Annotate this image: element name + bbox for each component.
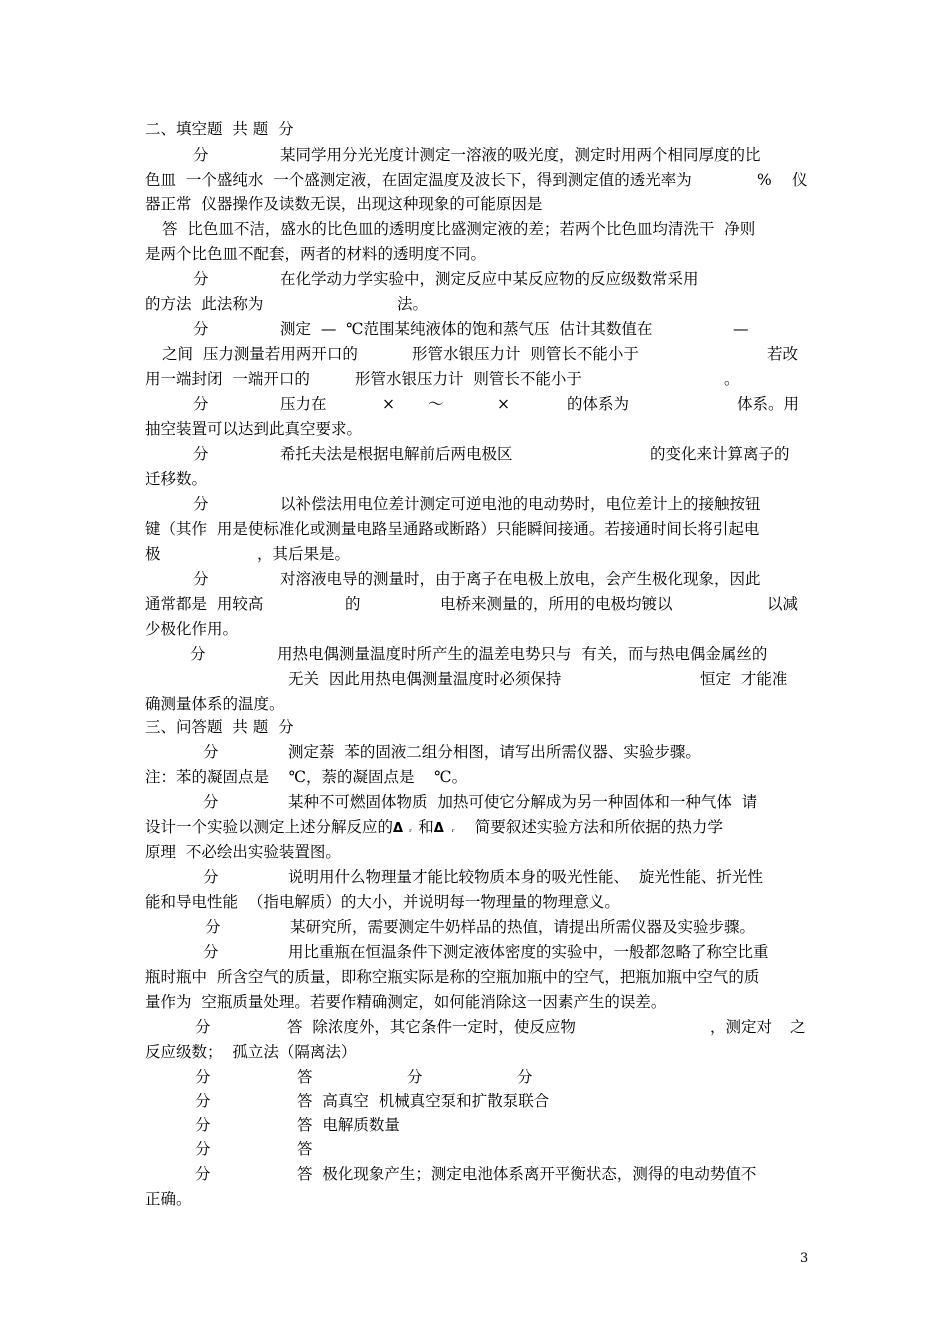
answer-text: 答 <box>297 1140 313 1158</box>
question-text: 极 <box>145 545 161 563</box>
question-text: 对溶液电导的测量时，由于离子在电极上放电，会产生极化现象，因此 <box>280 570 761 588</box>
question-text: 体系。用 <box>737 395 800 413</box>
question-text: 某研究所，需要测定牛奶样品的热值，请提出所需仪器及实验步骤。 <box>290 918 756 936</box>
score-label: 分 <box>205 918 221 936</box>
score-label: 分 <box>193 570 209 588</box>
question-text: 说明用什么物理量才能比较物质本身的吸光性能、 旋光性能、折光性 <box>288 868 763 886</box>
question-text: 法。 <box>397 295 429 313</box>
question-text: 确测量体系的温度。 <box>145 695 285 713</box>
answer-text: 答 比色皿不洁，盛水的比色皿的透明度比盛测定液的差；若两个比色皿均清洗干 净则 <box>162 220 756 238</box>
question-text: 用比重瓶在恒温条件下测定液体密度的实验中，一般都忽略了称空比重 <box>288 943 769 961</box>
question-text: 量作为 空瓶质量处理。若要作精确测定，如何能消除这一因素产生的误差。 <box>145 993 667 1011</box>
question-text: ，其后果是。 <box>257 545 351 563</box>
section-heading: 二、填空题 共 题 分 <box>145 120 294 138</box>
score-label: 分 <box>193 146 209 164</box>
question-text: 某同学用分光光度计测定一溶液的吸光度，测定时用两个相同厚度的比 <box>280 146 761 164</box>
question-text-part: 简要叙述实验方法和所依据的热力学 <box>474 818 723 836</box>
question-text: 器正常 仪器操作及读数无误，出现这种现象的可能原因是 <box>145 195 543 213</box>
question-text: 形管水银压力计 则管长不能小于 <box>412 345 639 363</box>
question-text: 的方法 此法称为 <box>145 295 264 313</box>
question-text: 。 <box>724 370 740 388</box>
score-label: 分 <box>193 495 209 513</box>
score-label: 分 <box>195 1018 211 1036</box>
question-text: — <box>733 320 749 338</box>
question-text-part: 设计一个实验以测定上述分解反应的 <box>145 818 394 836</box>
question-text: 的体系为 <box>567 395 630 413</box>
question-text: 希托夫法是根据电解前后两电极区 <box>280 445 513 463</box>
question-text: 之间 压力测量若用两开口的 <box>162 345 358 363</box>
score-label: 分 <box>193 320 209 338</box>
question-text: 恒定 才能准 <box>700 670 788 688</box>
answer-text: 答 电解质数量 <box>297 1116 400 1134</box>
note-text: 注：苯的凝固点是 ℃，萘的凝固点是 ℃。 <box>145 768 468 786</box>
answer-text: 分 <box>407 1068 423 1086</box>
section-heading: 三、问答题 共 题 分 <box>145 718 294 736</box>
question-text: 瓶时瓶中 所含空气的质量，即称空瓶实际是称的空瓶加瓶中的空气，把瓶加瓶中空气的质 <box>145 968 760 986</box>
answer-text: 答 <box>297 1068 313 1086</box>
answer-text: 分 <box>517 1068 533 1086</box>
score-label: 分 <box>190 645 206 663</box>
question-text: 原理 不必绘出实验装置图。 <box>145 843 341 861</box>
score-label: 分 <box>195 1165 211 1183</box>
score-label: 分 <box>195 1116 211 1134</box>
score-label: 分 <box>203 868 219 886</box>
question-text: 迁移数。 <box>145 470 208 488</box>
question-text: ～ <box>428 395 444 413</box>
score-label: 分 <box>193 270 209 288</box>
question-text: 色皿 一个盛纯水 一个盛测定液，在固定温度及波长下，得到测定值的透光率为 <box>145 171 692 189</box>
question-text-part: 和 <box>418 818 434 836</box>
question-text: 抽空装置可以达到此真空要求。 <box>145 420 363 438</box>
question-text: 能和导电性能 （指电解质）的大小，并说明每一物理量的物理意义。 <box>145 893 620 911</box>
question-text: 少极化作用。 <box>145 620 239 638</box>
question-text: 某种不可燃固体物质 加热可使它分解成为另一种固体和一种气体 请 <box>288 793 758 811</box>
question-text: 在化学动力学实验中，测定反应中某反应物的反应级数常采用 <box>280 270 699 288</box>
score-label: 分 <box>193 445 209 463</box>
question-text: × <box>382 395 395 413</box>
answer-text: 之 <box>790 1018 806 1036</box>
question-text: 电桥来测量的，所用的电极均镀以 <box>440 595 673 613</box>
question-text: 测定 — ℃范围某纯液体的饱和蒸气压 估计其数值在 <box>280 320 653 338</box>
question-text: 以补偿法用电位差计测定可逆电池的电动势时，电位差计上的接触按钮 <box>280 495 761 513</box>
score-label: 分 <box>195 1140 211 1158</box>
score-label: 分 <box>203 793 219 811</box>
score-label: 分 <box>195 1068 211 1086</box>
answer-text: 答 除浓度外，其它条件一定时，使反应物 <box>287 1018 576 1036</box>
question-text: 用一端封闭 一端开口的 <box>145 370 310 388</box>
question-text: 无关 因此用热电偶测量温度时必须保持 <box>288 670 562 688</box>
subscript-r: ᵣ <box>451 825 455 835</box>
question-text: 以减 <box>767 595 799 613</box>
question-text: 的 <box>345 595 361 613</box>
question-text: 键（其作 用是使标准化或测量电路呈通路或断路）只能瞬间接通。若接通时间长将引起电 <box>145 520 760 538</box>
question-text: 形管水银压力计 则管长不能小于 <box>355 370 582 388</box>
score-label: 分 <box>195 1092 211 1110</box>
answer-text: ，测定对 <box>710 1018 773 1036</box>
page-number: 3 <box>800 1251 809 1266</box>
score-label: 分 <box>193 395 209 413</box>
answer-text: 答 极化现象产生；测定电池体系离开平衡状态，测得的电动势值不 <box>297 1165 757 1183</box>
question-text: × <box>497 395 510 413</box>
question-text <box>145 817 723 840</box>
answer-text: 是两个比色皿不配套，两者的材料的透明度不同。 <box>145 245 487 263</box>
subscript-r: ᵣ <box>409 825 413 835</box>
question-text: 测定萘 苯的固液二组分相图，请写出所需仪器、实验步骤。 <box>288 743 701 761</box>
question-text: 的变化来计算离子的 <box>650 445 790 463</box>
question-text: 通常都是 用较高 <box>145 595 264 613</box>
score-label: 分 <box>203 943 219 961</box>
answer-text: 正确。 <box>145 1190 192 1208</box>
score-label: 分 <box>203 743 219 761</box>
question-text: 压力在 <box>280 395 327 413</box>
delta-symbol: Δ <box>433 821 444 836</box>
question-text: 用热电偶测量温度时所产生的温差电势只与 有关，而与热电偶金属丝的 <box>277 645 768 663</box>
question-text: % <box>757 171 772 189</box>
question-text: 仪 <box>792 171 808 189</box>
delta-symbol: Δ <box>393 821 404 836</box>
answer-text: 反应级数； 孤立法（隔离法） <box>145 1043 357 1061</box>
question-text: 若改 <box>767 345 799 363</box>
answer-text: 答 高真空 机械真空泵和扩散泵联合 <box>297 1092 550 1110</box>
